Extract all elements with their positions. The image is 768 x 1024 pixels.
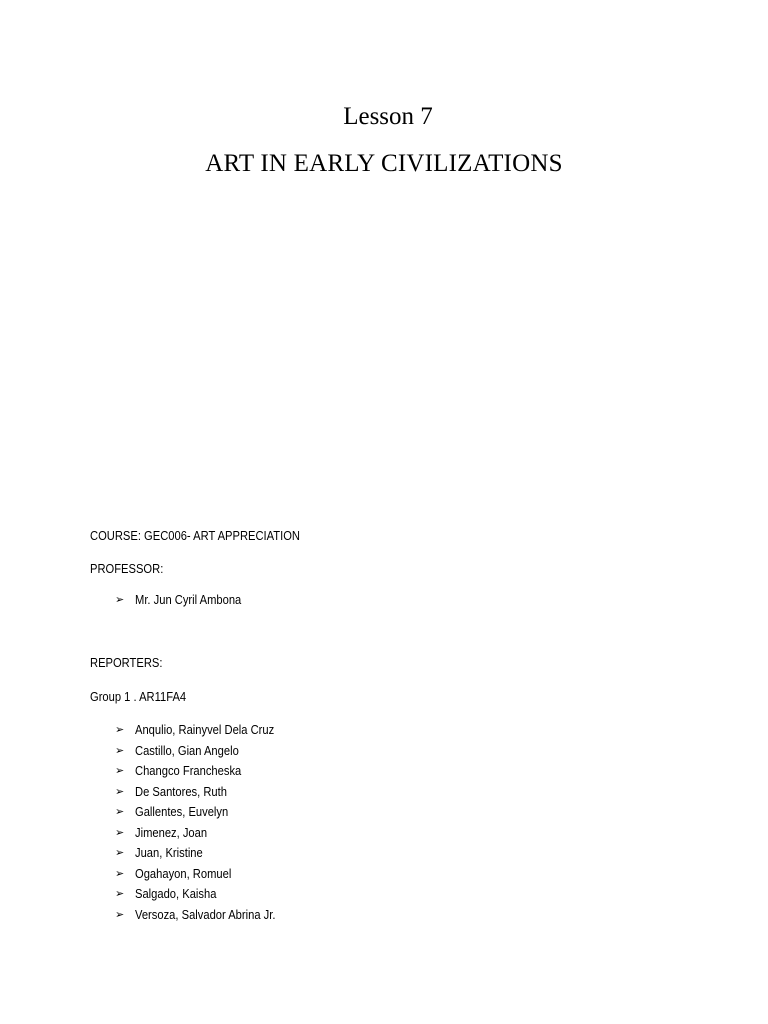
list-item: [115, 761, 298, 782]
reporter-name: Versoza, Salvador Abrina Jr.: [135, 906, 276, 922]
list-item: [115, 823, 298, 844]
arrow-bullet-icon: ➢: [115, 765, 125, 777]
arrow-bullet-icon: ➢: [115, 594, 125, 606]
list-item: [115, 843, 298, 864]
list-item: [115, 884, 298, 905]
arrow-bullet-icon: ➢: [115, 867, 125, 880]
reporters-label: REPORTERS:: [90, 655, 163, 670]
list-item: [115, 741, 298, 762]
arrow-bullet-icon: ➢: [115, 908, 125, 921]
arrow-bullet-icon: ➢: [115, 806, 125, 818]
arrow-bullet-icon: ➢: [115, 744, 125, 757]
reporter-name: Ogahayon, Romuel: [135, 865, 232, 881]
course-line: COURSE: GEC006- ART APPRECIATION: [90, 528, 301, 543]
group-label: Group 1 . AR11FA4: [90, 689, 187, 704]
reporter-name: Salgado, Kaisha: [135, 886, 217, 901]
reporter-name: Anqulio, Rainyvel Dela Cruz: [135, 722, 275, 737]
arrow-bullet-icon: ➢: [115, 826, 125, 839]
reporter-name: Castillo, Gian Angelo: [135, 742, 239, 758]
reporter-name: Jimenez, Joan: [135, 824, 208, 840]
arrow-bullet-icon: ➢: [115, 847, 125, 859]
professor-list: [115, 590, 259, 611]
professor-name: Mr. Jun Cyril Ambona: [135, 592, 242, 607]
reporter-name: Changco Francheska: [135, 763, 242, 778]
lesson-title: ART IN EARLY CIVILIZATIONS: [205, 150, 563, 177]
reporter-name: De Santores, Ruth: [135, 783, 227, 799]
lesson-number: Lesson 7: [343, 103, 433, 130]
arrow-bullet-icon: ➢: [115, 724, 125, 736]
professor-label: PROFESSOR:: [90, 561, 164, 576]
arrow-bullet-icon: ➢: [115, 785, 125, 798]
list-item: [115, 590, 259, 611]
list-item: [115, 905, 298, 926]
list-item: [115, 720, 298, 741]
arrow-bullet-icon: ➢: [115, 888, 125, 900]
reporter-name: Gallentes, Euvelyn: [135, 804, 229, 819]
list-item: [115, 802, 298, 823]
list-item: [115, 782, 298, 803]
reporter-name: Juan, Kristine: [135, 845, 203, 860]
reporters-list: [115, 720, 298, 925]
list-item: [115, 864, 298, 885]
